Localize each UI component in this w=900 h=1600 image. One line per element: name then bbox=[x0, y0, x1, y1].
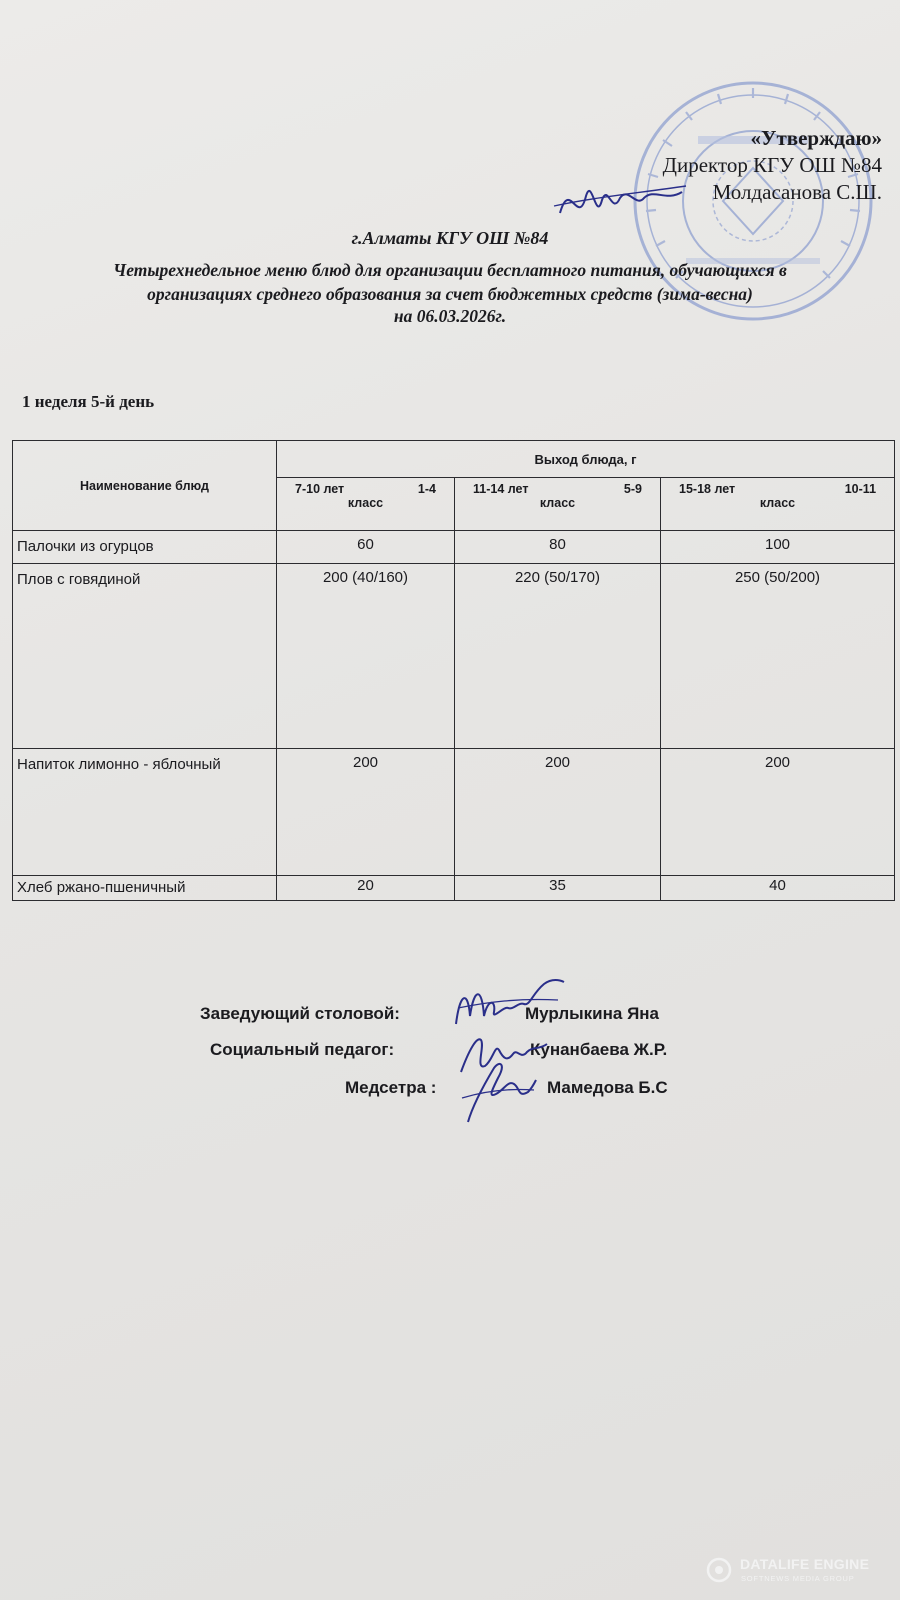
portion-value: 200 bbox=[277, 749, 455, 876]
week-day-label: 1 неделя 5-й день bbox=[22, 392, 155, 411]
title-line-1: Четырехнедельное меню блюд для организации бесплатного питания, обучающихся в bbox=[113, 260, 787, 280]
column-header-dish-name: Наименование блюд bbox=[13, 441, 277, 531]
signatory-name: Кунанбаева Ж.Р. bbox=[530, 1040, 668, 1059]
portion-value: 200 bbox=[661, 749, 895, 876]
table-row bbox=[13, 531, 895, 564]
age-group-header: 7-10 лет 1-4 класс bbox=[277, 478, 455, 531]
portion-value: 80 bbox=[455, 531, 661, 564]
signatory-social-teacher bbox=[210, 1040, 668, 1060]
table-row bbox=[13, 564, 895, 749]
portion-value: 40 bbox=[661, 876, 895, 901]
portion-value: 200 bbox=[455, 749, 661, 876]
signatory-role: Социальный педагог: bbox=[210, 1040, 395, 1059]
signatory-role: Заведующий столовой: bbox=[200, 1004, 400, 1023]
title-line-2: организациях среднего образования за счет бюджетных средств (зима-весна) bbox=[147, 284, 753, 304]
table-row bbox=[13, 749, 895, 876]
menu-table bbox=[12, 440, 895, 901]
approval-heading: «Утверждаю» bbox=[750, 126, 882, 150]
watermark-subtitle: SOFTNEWS MEDIA GROUP bbox=[741, 1574, 855, 1583]
portion-value: 35 bbox=[455, 876, 661, 901]
dish-name: Хлеб ржано-пшеничный bbox=[13, 876, 277, 901]
table-row bbox=[13, 876, 895, 901]
approval-name: Молдасанова С.Ш. bbox=[712, 180, 882, 204]
dish-name: Палочки из огурцов bbox=[13, 531, 277, 564]
portion-value: 100 bbox=[661, 531, 895, 564]
approval-block bbox=[663, 125, 882, 206]
signatory-name: Мурлыкина Яна bbox=[525, 1004, 660, 1023]
portion-value: 60 bbox=[277, 531, 455, 564]
document-date: на 06.03.2026г. bbox=[393, 306, 507, 326]
age-group-header: 11-14 лет 5-9 класс bbox=[455, 478, 661, 531]
age-group-header: 15-18 лет 10-11 класс bbox=[661, 478, 895, 531]
watermark-logo-icon bbox=[706, 1557, 732, 1583]
column-header-output: Выход блюда, г bbox=[277, 441, 895, 478]
nurse-signature bbox=[458, 1058, 538, 1126]
city-line: г.Алматы КГУ ОШ №84 bbox=[351, 228, 549, 248]
signatory-name: Мамедова Б.С bbox=[547, 1078, 668, 1097]
dish-name: Напиток лимонно - яблочный bbox=[13, 749, 277, 876]
signatory-canteen-head bbox=[200, 1004, 660, 1024]
signatory-role: Медсетра : bbox=[345, 1078, 437, 1097]
canteen-head-signature bbox=[448, 972, 568, 1032]
dish-name: Плов с говядиной bbox=[13, 564, 277, 749]
watermark-title: DATALIFE ENGINE bbox=[740, 1556, 870, 1572]
portion-value: 200 (40/160) bbox=[277, 564, 455, 749]
watermark bbox=[706, 1553, 896, 1593]
signatory-nurse bbox=[345, 1078, 668, 1098]
table-header-row bbox=[13, 441, 895, 478]
portion-value: 20 bbox=[277, 876, 455, 901]
portion-value: 250 (50/200) bbox=[661, 564, 895, 749]
approval-position: Директор КГУ ОШ №84 bbox=[662, 153, 882, 177]
document-title bbox=[0, 258, 900, 306]
portion-value: 220 (50/170) bbox=[455, 564, 661, 749]
